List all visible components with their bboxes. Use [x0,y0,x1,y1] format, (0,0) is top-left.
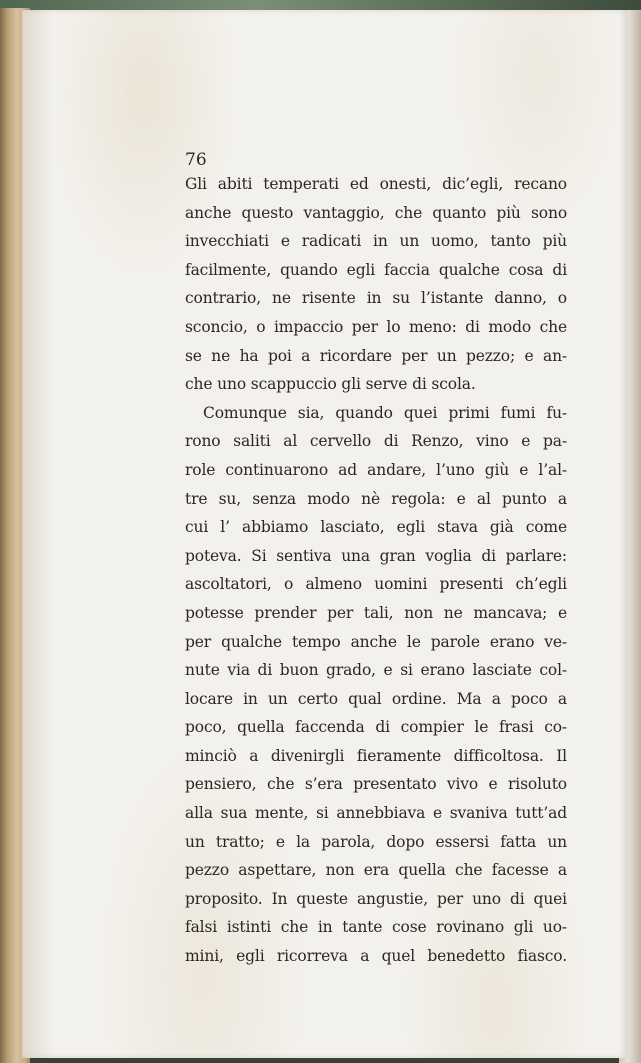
text-line: per qualche tempo anche le parole erano ve- [185,632,567,651]
text-line: role continuarono ad andare, l’uno giù e l’al- [185,460,567,479]
text-line: potesse prender per tali, non ne mancava; e [185,603,567,622]
page-text-block [185,150,567,971]
text-line: contrario, ne risente in su l’istante danno, o [185,289,567,308]
text-line: mini, egli ricorreva a quel benedetto fiasco. [185,947,567,966]
text-line: che uno scappuccio gli serve di scola. [185,375,476,394]
text-line: anche questo vantaggio, che quanto più sono [185,203,567,222]
text-line: se ne ha poi a ricordare per un pezzo; e an- [185,346,567,365]
text-line: Comunque sia, quando quei primi fumi fu- [203,403,567,422]
text-line: locare in un certo qual ordine. Ma a poco a [185,689,567,708]
text-line: pensiero, che s’era presentato vivo e risoluto [185,775,567,794]
text-line: ascoltatori, o almeno uomini presenti ch’egli [185,575,567,594]
text-line: poco, quella faccenda di compier le frasi co- [185,718,567,737]
paragraph-1 [185,170,567,399]
text-line: nute via di buon grado, e si erano lasciate col- [185,661,567,680]
text-line: tre su, senza modo nè regola: e al punto a [185,489,567,508]
text-line: rono saliti al cervello di Renzo, vino e pa- [185,432,567,451]
text-line: pezzo aspettare, non era quella che facesse a [185,861,567,880]
text-line: falsi istinti che in tante cose rovinano gli uo- [185,918,567,937]
text-line: Gli abiti temperati ed onesti, dic’egli, recano [185,175,567,193]
page-number: 76 [185,150,207,170]
text-line: minciò a divenirgli fieramente difficoltosa. Il [185,746,567,765]
text-line: invecchiati e radicati in un uomo, tanto più [185,232,567,251]
text-line: un tratto; e la parola, dopo essersi fatta un [185,832,567,851]
text-line: facilmente, quando egli faccia qualche cosa di [185,260,567,279]
text-line: proposito. In queste angustie, per uno di quei [185,889,567,908]
text-line: cui l’ abbiamo lasciato, egli stava già come [185,518,567,537]
text-line: sconcio, o impaccio per lo meno: di modo che [185,317,567,336]
paragraph-2 [185,399,567,971]
text-line: alla sua mente, si annebbiava e svaniva tutt’ad [185,804,567,823]
text-line: poteva. Si sentiva una gran voglia di parlare: [185,546,567,565]
